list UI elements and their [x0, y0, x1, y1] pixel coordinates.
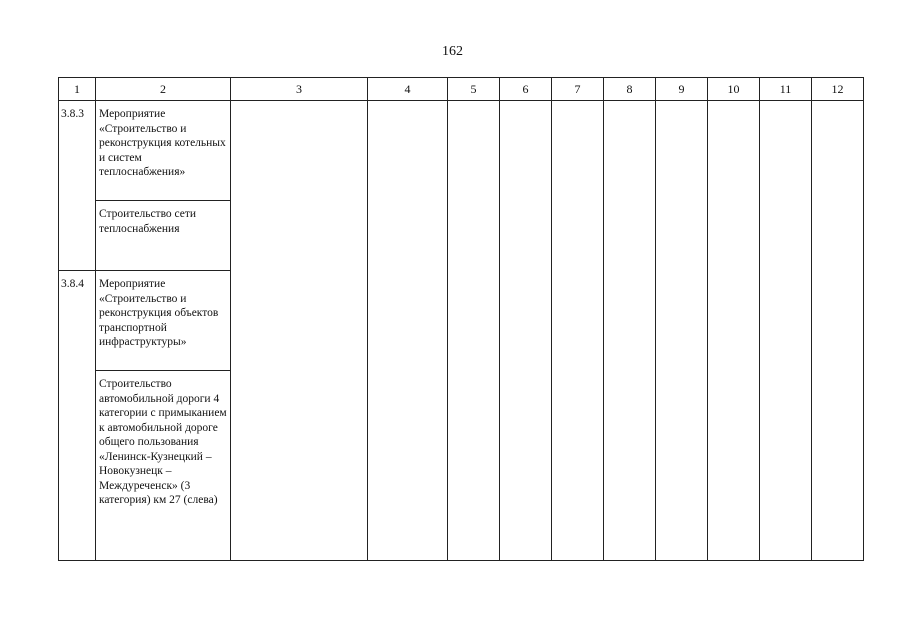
object-title: Строительство сети теплоснабжения — [96, 201, 231, 271]
header-cell: 10 — [708, 78, 760, 101]
header-row — [59, 78, 864, 101]
header-cell: 9 — [656, 78, 708, 101]
header-cell: 6 — [500, 78, 552, 101]
header-cell: 7 — [552, 78, 604, 101]
row-code: 3.8.4 — [59, 271, 96, 561]
header-cell: 2 — [96, 78, 231, 101]
header-cell: 8 — [604, 78, 656, 101]
header-cell: 1 — [59, 78, 96, 101]
program-table — [58, 77, 864, 561]
empty-cell — [604, 101, 656, 561]
object-title: Строительство автомобильной дороги 4 категории с примыканием к автомобильной дороге общего пользования «Ленинск-Кузнецкий – Новокузнецк – Междуреченск» (3 категория) км 27 (слева) — [96, 371, 231, 561]
measure-title: Мероприятие «Строительство и реконструкция котельных и систем теплоснабжения» — [96, 101, 231, 201]
empty-cell — [552, 101, 604, 561]
empty-cell — [231, 101, 368, 561]
empty-cell — [368, 101, 448, 561]
empty-cell — [500, 101, 552, 561]
empty-cell — [760, 101, 812, 561]
header-cell: 11 — [760, 78, 812, 101]
empty-cell — [448, 101, 500, 561]
empty-cell — [708, 101, 760, 561]
header-cell: 5 — [448, 78, 500, 101]
empty-cell — [656, 101, 708, 561]
empty-cell — [812, 101, 864, 561]
header-cell: 12 — [812, 78, 864, 101]
header-cell: 3 — [231, 78, 368, 101]
measure-title: Мероприятие «Строительство и реконструкция объектов транспортной инфраструктуры» — [96, 271, 231, 371]
row-code: 3.8.3 — [59, 101, 96, 271]
page-number: 162 — [442, 44, 463, 59]
table-row — [59, 101, 864, 201]
header-cell: 4 — [368, 78, 448, 101]
